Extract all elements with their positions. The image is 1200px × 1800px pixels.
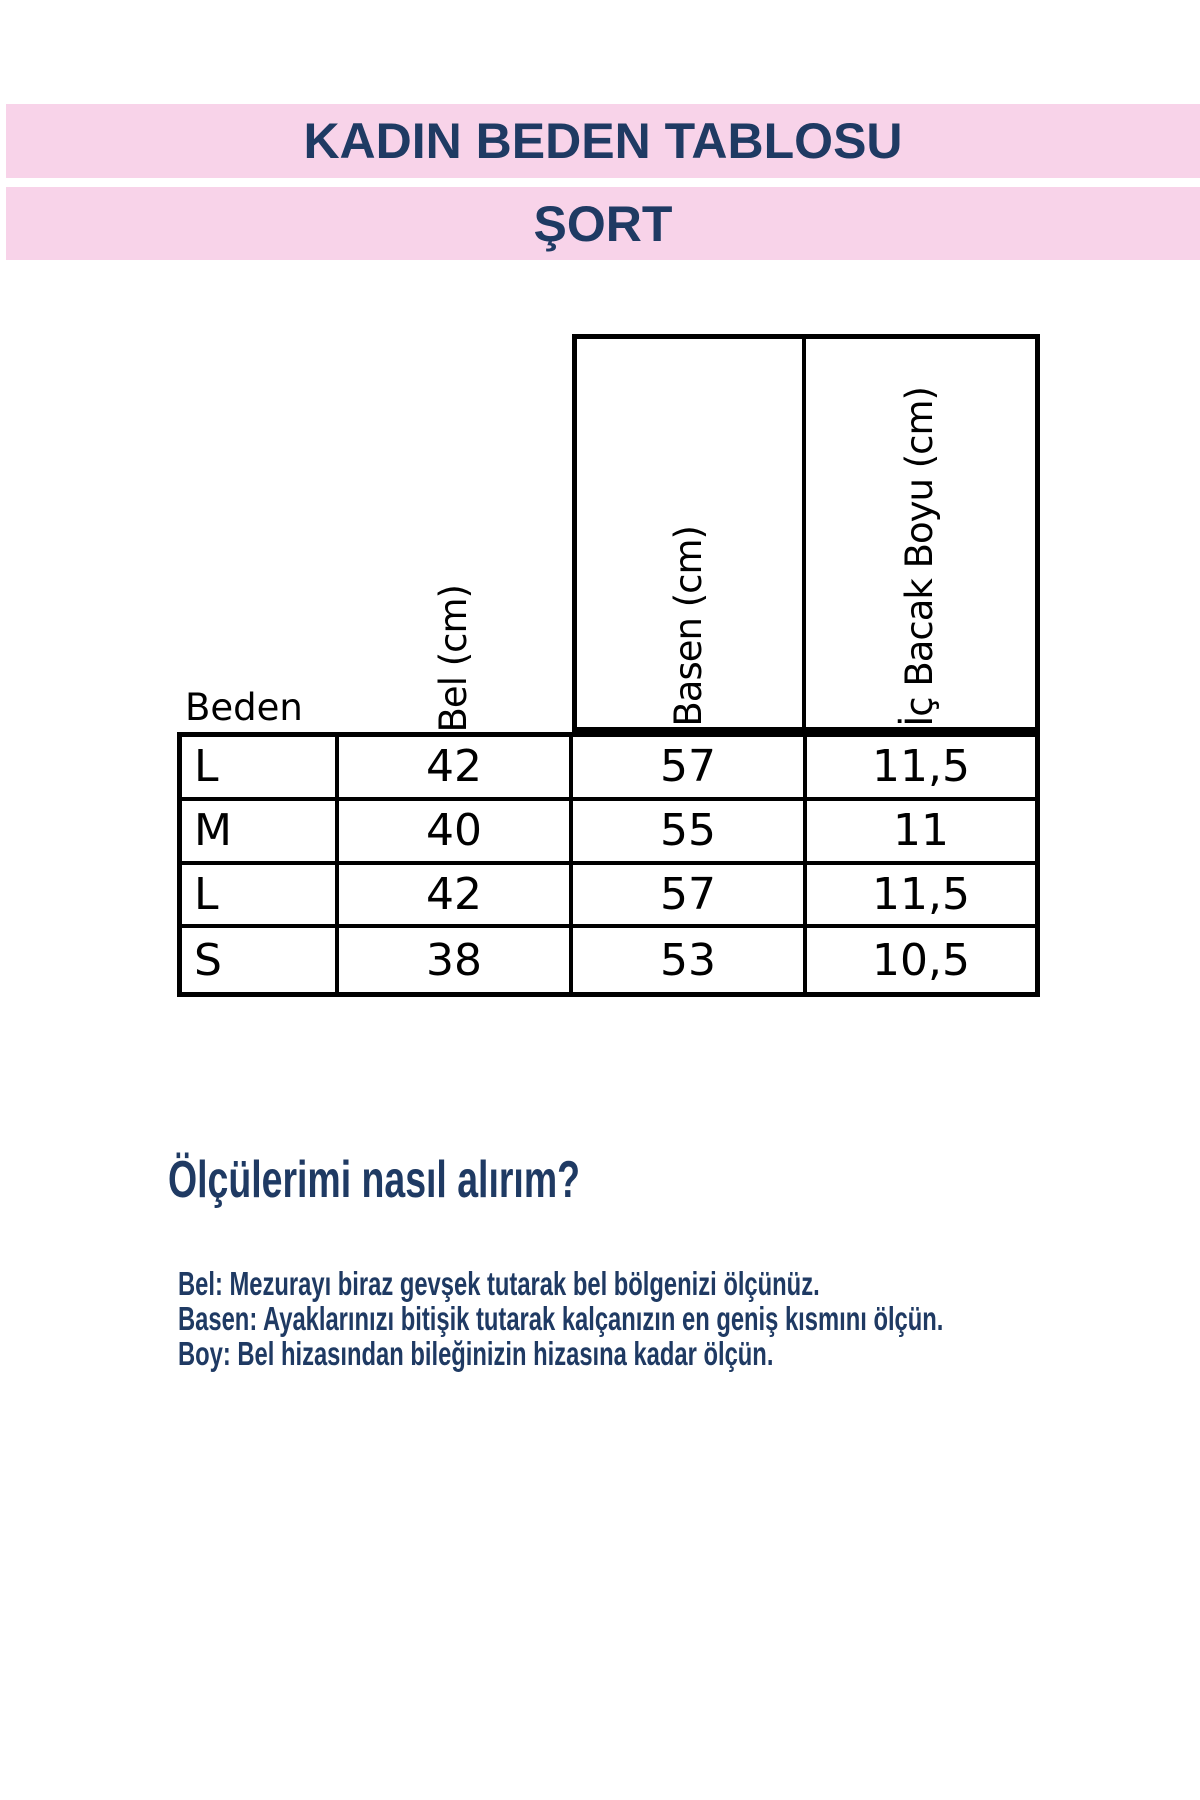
guide-line-boy: Boy: Bel hizasından bileğinizin hizasına kadar ölçün. bbox=[178, 1335, 774, 1372]
title-bar-category bbox=[6, 187, 1200, 260]
measurement-guide-heading: Ölçülerimi nasıl alırım? bbox=[168, 1151, 580, 1209]
table-cell-basen: 55 bbox=[573, 801, 807, 865]
size-table bbox=[177, 334, 1040, 997]
table-cell-bel: 38 bbox=[339, 928, 573, 992]
column-header-bel bbox=[337, 334, 572, 732]
table-cell-size: M bbox=[182, 801, 339, 865]
size-table-grid bbox=[177, 732, 1040, 997]
guide-line-bel: Bel: Mezurayı biraz gevşek tutarak bel bölgenizi ölçünüz. bbox=[178, 1265, 820, 1302]
title-bar-main bbox=[6, 104, 1200, 178]
table-cell-size: S bbox=[182, 928, 339, 992]
column-header-basen-label: Basen (cm) bbox=[667, 526, 711, 727]
table-cell-size: L bbox=[182, 865, 339, 929]
page-title: KADIN BEDEN TABLOSU bbox=[303, 113, 903, 169]
table-cell-bel: 42 bbox=[339, 737, 573, 801]
column-header-bel-label: Bel (cm) bbox=[432, 584, 476, 732]
table-cell-boyu: 11,5 bbox=[807, 865, 1035, 929]
category-title: ŞORT bbox=[533, 195, 673, 252]
table-cell-bel: 42 bbox=[339, 865, 573, 929]
column-header-ic-bacak-boyu bbox=[806, 339, 1035, 727]
size-table-header bbox=[177, 334, 1040, 732]
table-cell-size: L bbox=[182, 737, 339, 801]
column-header-basen bbox=[577, 339, 806, 727]
boxed-column-headers bbox=[572, 334, 1040, 732]
table-cell-bel: 40 bbox=[339, 801, 573, 865]
measurement-guide bbox=[168, 1150, 1168, 1372]
measurement-guide-lines bbox=[178, 1266, 1200, 1371]
table-cell-boyu: 11 bbox=[807, 801, 1035, 865]
column-header-ic-bacak-boyu-label: İç Bacak Boyu (cm) bbox=[898, 387, 942, 727]
table-cell-basen: 53 bbox=[573, 928, 807, 992]
table-cell-boyu: 10,5 bbox=[872, 934, 970, 986]
guide-line-basen: Basen: Ayaklarınızı bitişik tutarak kalçanızın en geniş kısmını ölçün. bbox=[178, 1300, 944, 1337]
size-column-label: Beden bbox=[185, 686, 303, 729]
table-cell-basen: 57 bbox=[573, 737, 807, 801]
table-cell-boyu: 11,5 bbox=[807, 737, 1035, 801]
table-cell-basen: 57 bbox=[573, 865, 807, 929]
